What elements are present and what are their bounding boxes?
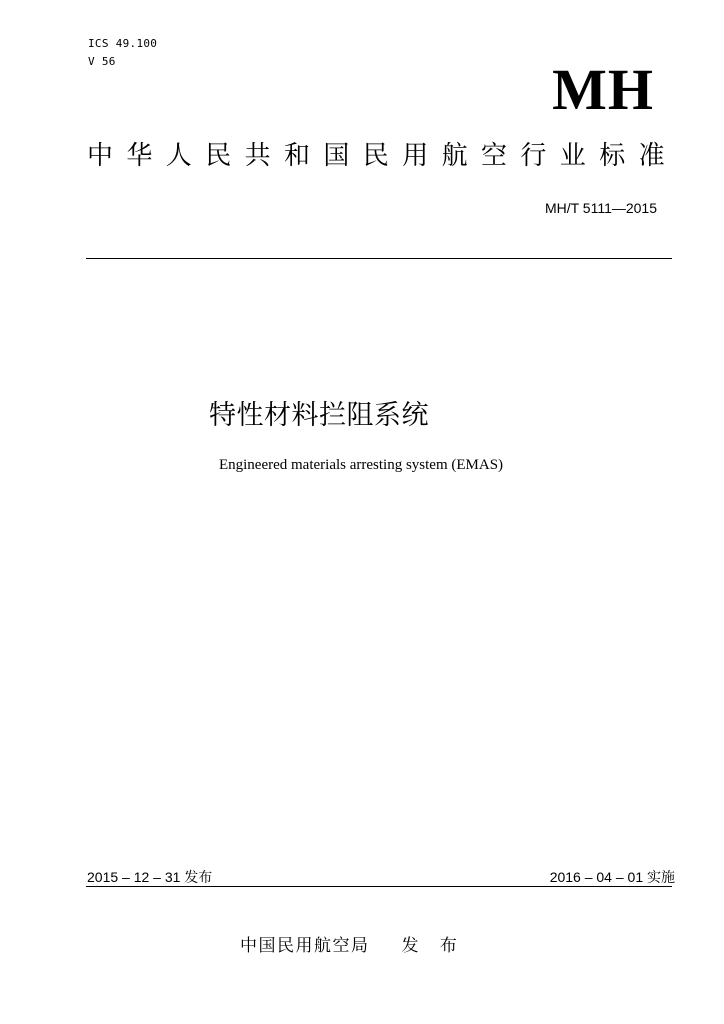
issuer-name: 中国民用航空局 <box>240 936 370 956</box>
ics-code: ICS 49.100 <box>88 37 158 50</box>
issue-date: 2015 – 12 – 31 发布 <box>87 869 213 885</box>
standard-number: MH/T 5111—2015 <box>544 200 657 216</box>
bottom-divider <box>86 886 672 887</box>
standard-logo: MH <box>552 57 654 122</box>
document-title-english: Engineered materials arresting system (EMAS) <box>218 457 504 473</box>
issuer-action: 发 布 <box>401 936 465 956</box>
issuer-row <box>240 931 465 956</box>
classification-code: V 56 <box>88 55 116 68</box>
standard-category: 中华人民共和国民用航空行业标准 <box>87 141 679 171</box>
top-divider <box>86 258 672 259</box>
document-title-chinese: 特性材料拦阻系统 <box>209 400 429 431</box>
implementation-date: 2016 – 04 – 01 实施 <box>549 869 675 885</box>
